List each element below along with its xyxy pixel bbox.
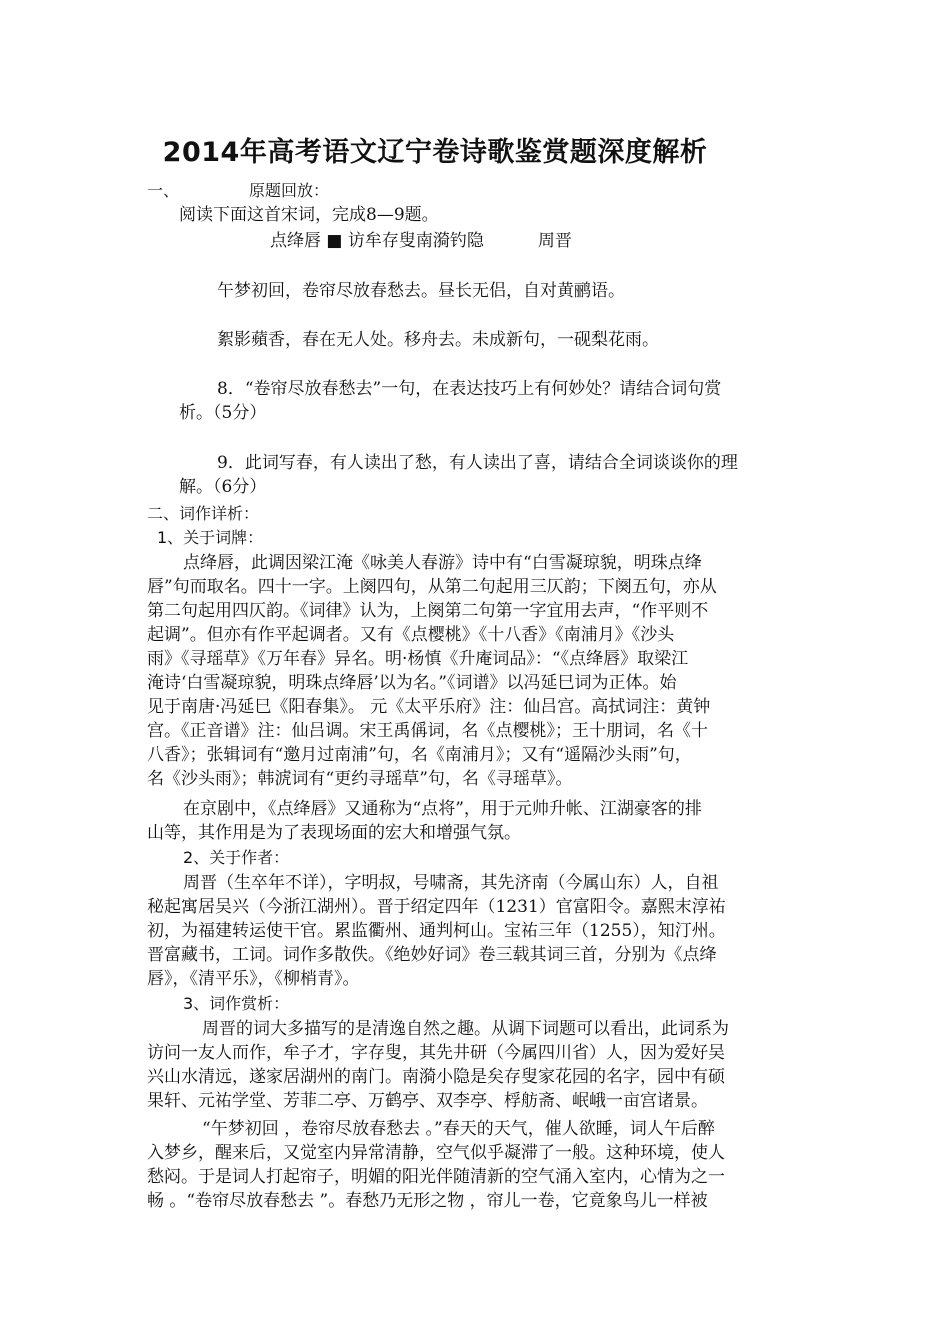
section-1-number: 一、 — [147, 181, 180, 200]
poem-line-1: 午梦初回，卷帘尽放春愁去。昼长无侣，自对黄鹂语。 — [217, 281, 625, 301]
poem-author: 周晋 — [537, 231, 572, 251]
paragraph-line: 淹诗‘白雪凝琼貌，明珠点绛唇’以为名。”《词谱》以冯延巳词为正体。始 — [147, 673, 677, 693]
paragraph-line: 兴山水清远，遂家居湖州的南门。南漪小隐是矣存叟家花园的名字，园中有硕 — [147, 1067, 725, 1087]
paragraph-line: 唇》，《清平乐》，《柳梢青》。 — [147, 969, 360, 989]
subsection-2-heading: 2、关于作者： — [183, 848, 290, 867]
paragraph-line: 秘起寓居吴兴（今浙江湖州）。晋于绍定四年（1231）官富阳令。嘉熙末淳祐 — [147, 897, 726, 917]
paragraph-line: 畅 。“卷帘尽放春愁去 ”。春愁乃无形之物 ，帘儿一卷，它竟象鸟儿一样被 — [147, 1191, 708, 1211]
paragraph-line: 晋富藏书，工词。词作多散佚。《绝妙好词》卷三载其词三首，分别为《点绛 — [147, 945, 717, 965]
paragraph-line: 唇”句而取名。四十一字。上阕四句，从第二句起用三仄韵；下阕五句，亦从 — [147, 577, 717, 597]
subsection-1-heading: 1、关于词牌： — [157, 528, 264, 547]
paragraph-line: 见于南唐·冯延巳《阳春集》。 元《太平乐府》注：仙吕宫。高拭词注：黄钟 — [147, 697, 711, 717]
paragraph-line: 八香》；张辑词有“邀月过南浦”句，名《南浦月》；又有“遥隔沙头雨”句， — [147, 745, 692, 765]
paragraph-line: 点绛唇，此调因梁江淹《咏美人春游》诗中有“白雪凝琼貌，明珠点绛 — [183, 553, 702, 573]
question-8-line-2: 析。（5分） — [179, 403, 267, 423]
paragraph-line: 初，为福建转运使干官。累监衢州、通判柯山。宝祐三年（1255），知汀州。 — [147, 921, 726, 941]
page-title: 2014年高考语文辽宁卷诗歌鉴赏题深度解析 — [162, 137, 708, 168]
paragraph-line: 在京剧中，《点绛唇》又通称为“点将”，用于元帅升帐、江湖豪客的排 — [183, 799, 702, 819]
paragraph-line: 第二句起用四仄韵。《词律》认为，上阕第二句第一字宜用去声，“作平则不 — [147, 601, 709, 621]
paragraph-line: 名《沙头雨》；韩淲词有“更约寻瑶草”句，名《寻瑶草》。 — [147, 769, 573, 789]
paragraph-line: “午梦初回 ，卷帘尽放春愁去 。”春天的天气，催人欲睡，词人午后醉 — [202, 1119, 715, 1139]
paragraph-line: 入梦乡，醒来后，又觉室内异常清静，空气似乎凝滞了一般。这种环境，使人 — [147, 1143, 725, 1163]
paragraph-line: 宫。《正音谱》注：仙吕调。宋王禹偁词，名《点樱桃》；王十朋词，名《十 — [147, 721, 708, 741]
section-1-heading — [147, 180, 329, 202]
poem-title: 点绛唇 ■ 访牟存叟南漪钓隐 — [270, 231, 484, 251]
question-8-line-1: 8．“卷帘尽放春愁去”一句，在表达技巧上有何妙处？请结合词句赏 — [217, 379, 722, 399]
question-9-line-1: 9．此词写春，有人读出了愁，有人读出了喜，请结合全词谈谈你的理 — [217, 453, 738, 473]
poem-title-line — [270, 230, 572, 252]
section-2-heading: 二、词作详析： — [147, 504, 260, 523]
instruction-text: 阅读下面这首宋词，完成8—9题。 — [179, 205, 439, 225]
paragraph-line: 果轩、元祐学堂、芳菲二亭、万鹤亭、双李亭、桴舫斋、岷峨一亩宫诸景。 — [147, 1091, 708, 1111]
paragraph-line: 雨》《寻瑶草》《万年春》异名。明·杨慎《升庵词品》：“《点绛唇》取梁江 — [147, 649, 689, 669]
paragraph-line: 周晋的词大多描写的是清逸自然之趣。从调下词题可以看出，此词系为 — [202, 1019, 729, 1039]
question-9-line-2: 解。（6分） — [179, 477, 267, 497]
paragraph-line: 起调”。但亦有作平起调者。又有《点樱桃》《十八香》《南浦月》《沙头 — [147, 625, 675, 645]
paragraph-line: 周晋（生卒年不详），字明叔，号啸斋，其先济南（今属山东）人，自祖 — [183, 873, 719, 893]
paragraph-line: 愁闷。于是词人打起帘子，明媚的阳光伴随清新的空气涌入室内，心情为之一 — [147, 1167, 725, 1187]
poem-line-2: 絮影蘋香，春在无人处。移舟去。未成新句，一砚梨花雨。 — [217, 330, 659, 350]
subsection-3-heading: 3、词作赏析： — [183, 994, 290, 1013]
section-1-title: 原题回放： — [249, 181, 330, 200]
paragraph-line: 访问一友人而作，牟子才，字存叟，其先井研（今属四川省）人，因为爱好吴 — [147, 1043, 725, 1063]
paragraph-line: 山等，其作用是为了表现场面的宏大和增强气氛。 — [147, 823, 521, 843]
